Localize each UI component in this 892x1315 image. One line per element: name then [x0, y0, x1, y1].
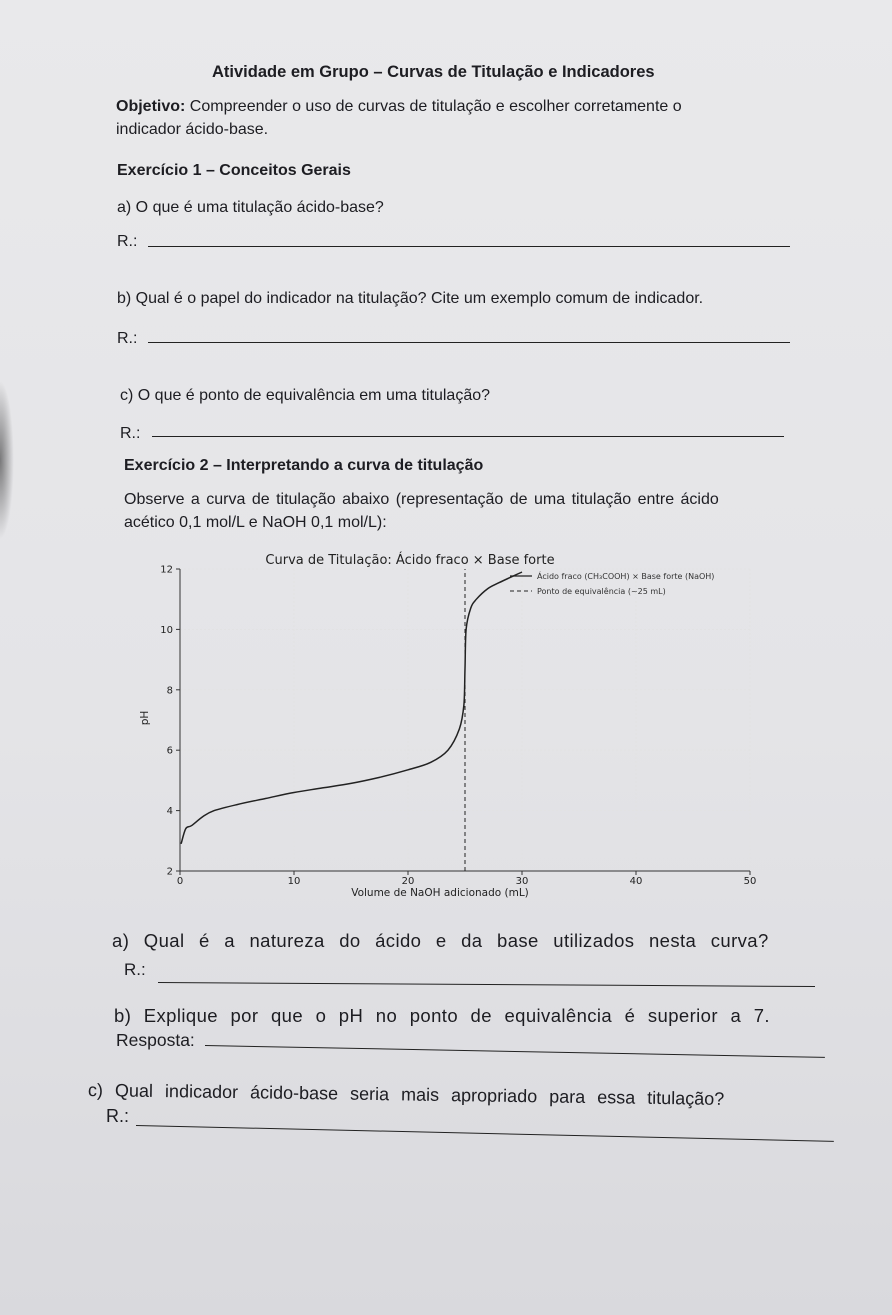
ex2-intro-line-2: acético 0,1 mol/L e NaOH 0,1 mol/L):: [124, 514, 387, 531]
titration-curve-line: [181, 572, 522, 844]
ex2-question-a: a) Qual é a natureza do ácido e da base utilizados nesta curva?: [112, 930, 769, 951]
x-tick-label: 10: [287, 876, 301, 887]
objective-line-1: [116, 98, 682, 116]
ex2-answer-a-line[interactable]: [158, 982, 815, 987]
ex2-answer-c-label: R.:: [106, 1106, 130, 1126]
chart-title: Curva de Titulação: Ácido fraco × Base forte: [265, 553, 555, 568]
x-axis-label: Volume de NaOH adicionado (mL): [351, 887, 529, 899]
ex1-answer-a-line[interactable]: [148, 246, 790, 247]
x-tick-label: 50: [743, 876, 757, 887]
page-edge-shadow: [0, 380, 14, 540]
legend-entry-titration: Ácido fraco (CH₃COOH) × Base forte (NaOH): [537, 572, 715, 581]
y-tick-label: 12: [160, 564, 173, 576]
ex2-intro-line-1: Observe a curva de titulação abaixo (representação de uma titulação entre ácido: [124, 491, 719, 508]
ex1-question-a: a) O que é uma titulação ácido-base?: [117, 199, 384, 216]
x-tick-label: 20: [401, 876, 415, 887]
x-tick-label: 40: [629, 876, 643, 887]
objective-label: Objetivo:: [116, 98, 186, 115]
exercise2-heading: Exercício 2 – Interpretando a curva de titulação: [124, 457, 484, 474]
ex1-answer-c-label: R.:: [120, 425, 141, 442]
ex1-answer-c-line[interactable]: [152, 436, 784, 437]
titration-chart: [110, 548, 760, 908]
objective-text: Compreender o uso de curvas de titulação e escolher corretamente o: [189, 98, 682, 115]
objective-line-2: indicador ácido-base.: [116, 121, 269, 138]
y-tick-label: 2: [166, 866, 173, 878]
ex2-answer-a-label: R.:: [124, 960, 146, 979]
exercise1-heading: Exercício 1 – Conceitos Gerais: [117, 162, 351, 179]
ex2-question-b: b) Explique por que o pH no ponto de equivalência é superior a 7.: [114, 1005, 770, 1026]
ex1-answer-b-label: R.:: [117, 330, 138, 347]
x-tick-label: 30: [515, 876, 529, 887]
chart-ticks: [160, 565, 756, 888]
y-tick-label: 6: [166, 745, 173, 757]
chart-series: [181, 569, 522, 871]
ex2-answer-b-line[interactable]: [205, 1045, 825, 1058]
ex1-answer-b-line[interactable]: [148, 342, 790, 343]
ex1-question-b: b) Qual é o papel do indicador na titulação? Cite um exemplo comum de indicador.: [117, 290, 704, 307]
ex2-question-c: c) Qual indicador ácido-base seria mais apropriado para essa titulação?: [87, 1080, 725, 1109]
x-tick-label: 0: [176, 876, 184, 887]
ex1-question-c: c) O que é ponto de equivalência em uma titulação?: [120, 387, 491, 404]
y-tick-label: 4: [166, 806, 173, 818]
legend-entry-equivalence: Ponto de equivalência (~25 mL): [537, 587, 666, 596]
y-tick-label: 10: [160, 624, 173, 636]
y-tick-label: 8: [166, 685, 173, 697]
page-title: Atividade em Grupo – Curvas de Titulação e Indicadores: [212, 63, 655, 81]
ex2-answer-b-label: Resposta:: [116, 1030, 195, 1050]
ex2-answer-c-line[interactable]: [136, 1125, 834, 1142]
chart-legend: [510, 570, 714, 596]
ex1-answer-a-label: R.:: [117, 233, 138, 250]
y-axis-label: pH: [139, 710, 151, 726]
